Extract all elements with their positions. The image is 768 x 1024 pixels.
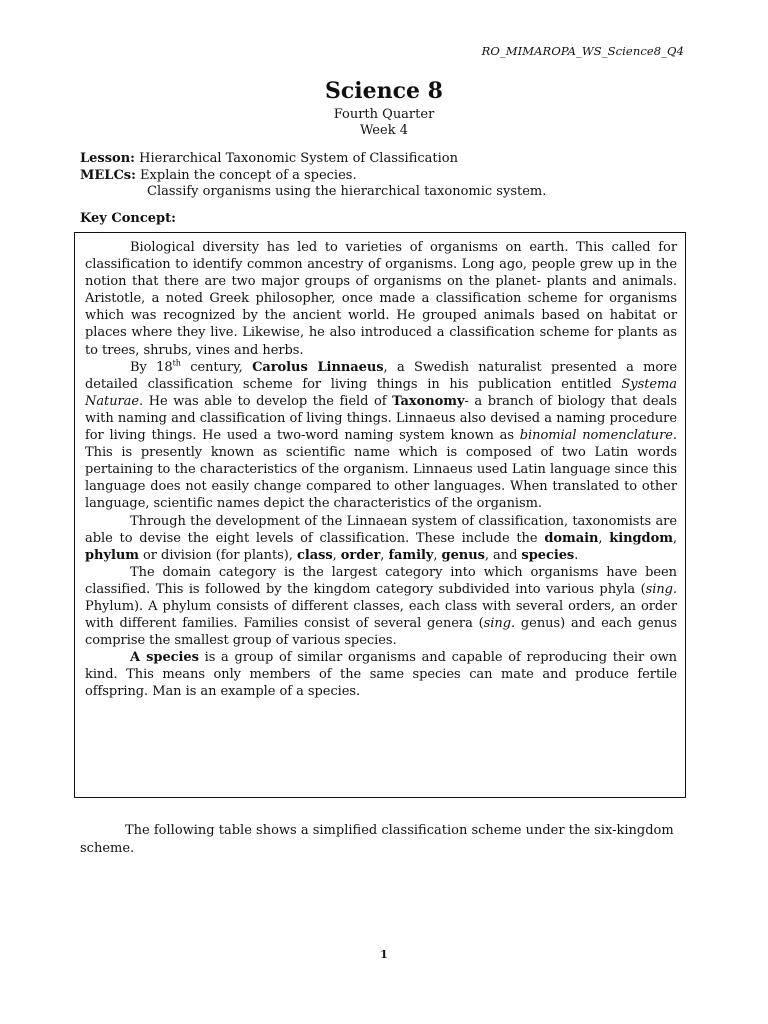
systema-naturae: Systema Naturae: [85, 376, 677, 409]
melcs-label: MELCs:: [80, 167, 136, 183]
melcs-item-1: Explain the concept of a species.: [140, 167, 357, 183]
taxonomy-term: Taxonomy: [392, 393, 465, 409]
key-concept-box: [74, 232, 686, 798]
paragraph-species-definition: A species is a group of similar organisms and capable of reproducing their own kind. This means only members of the same species can mate and produce fertile offspring. Man is an example of a species.: [85, 650, 677, 700]
paragraph-domain-category: The domain category is the largest category into which organisms have been classified. This is followed by the kingdom category subdivided into various phyla (sing. Phylum). A phylum consists of different classes, each class with several orders, an order with different families. Families consist of several genera (sing. genus) and each genus comprise the smallest group of various species.: [85, 564, 677, 649]
linnaeus-name: Carolus Linnaeus: [252, 359, 384, 375]
page-title: Science 8: [325, 78, 443, 104]
page-number: 1: [380, 948, 388, 961]
paragraph-linnaeus: By 18th century, Carolus Linnaeus, a Swedish naturalist presented a more detailed classification scheme for living things in his publication entitled Systema Naturae. He was able to develop the field of Taxonomy- a branch of biology that deals with naming and classification of living things. Linnaeus also devised a naming procedure for living things. He used a two-word naming system known as binomial nomenclature. This is presently known as scientific name which is composed of two Latin words pertaining to the characteristics of the organism. Linnaeus used Latin language since this language does not easily change compared to other languages. When translated to other language, scientific names depict the characteristics of the organism.: [85, 358, 677, 512]
lesson-line: [80, 151, 700, 168]
lesson-info: [80, 151, 700, 201]
table-intro-text: The following table shows a simplified classification scheme under the six-kingdom scheme.: [80, 823, 674, 856]
quarter-subtitle: Fourth Quarter: [333, 107, 435, 122]
species-term: A species: [130, 650, 199, 666]
binomial-nomenclature-term: binomial nomenclature: [519, 428, 673, 444]
paragraph-levels: Through the development of the Linnaean system of classification, taxonomists are able to devise the eight levels of classification. These include the domain, kingdom, phylum or division (for plants), class, order, family, genus, and species.: [85, 513, 677, 563]
week-subtitle: Week 4: [360, 123, 408, 138]
lesson-text: Hierarchical Taxonomic System of Classification: [139, 151, 458, 166]
document-code: RO_MIMAROPA_WS_Science8_Q4: [481, 44, 684, 58]
melcs-line: [80, 168, 700, 185]
paragraph-biological-diversity: Biological diversity has led to varieties of organisms on earth. This called for classification to identify common ancestry of organisms. Long ago, people grew up in the notion that there are two major groups of organisms on the planet- plants and animals. Aristotle, a noted Greek philosopher, once made a classification scheme for organisms which was recognized by the ancient world. He grouped animals based on habitat or places where they live. Likewise, he also introduced a classification scheme for plants as to trees, shrubs, vines and herbs.: [85, 240, 677, 358]
lesson-label: Lesson:: [80, 151, 135, 166]
melcs-item-2: Classify organisms using the hierarchical taxonomic system.: [147, 184, 547, 199]
key-concept-label: Key Concept:: [80, 211, 176, 226]
